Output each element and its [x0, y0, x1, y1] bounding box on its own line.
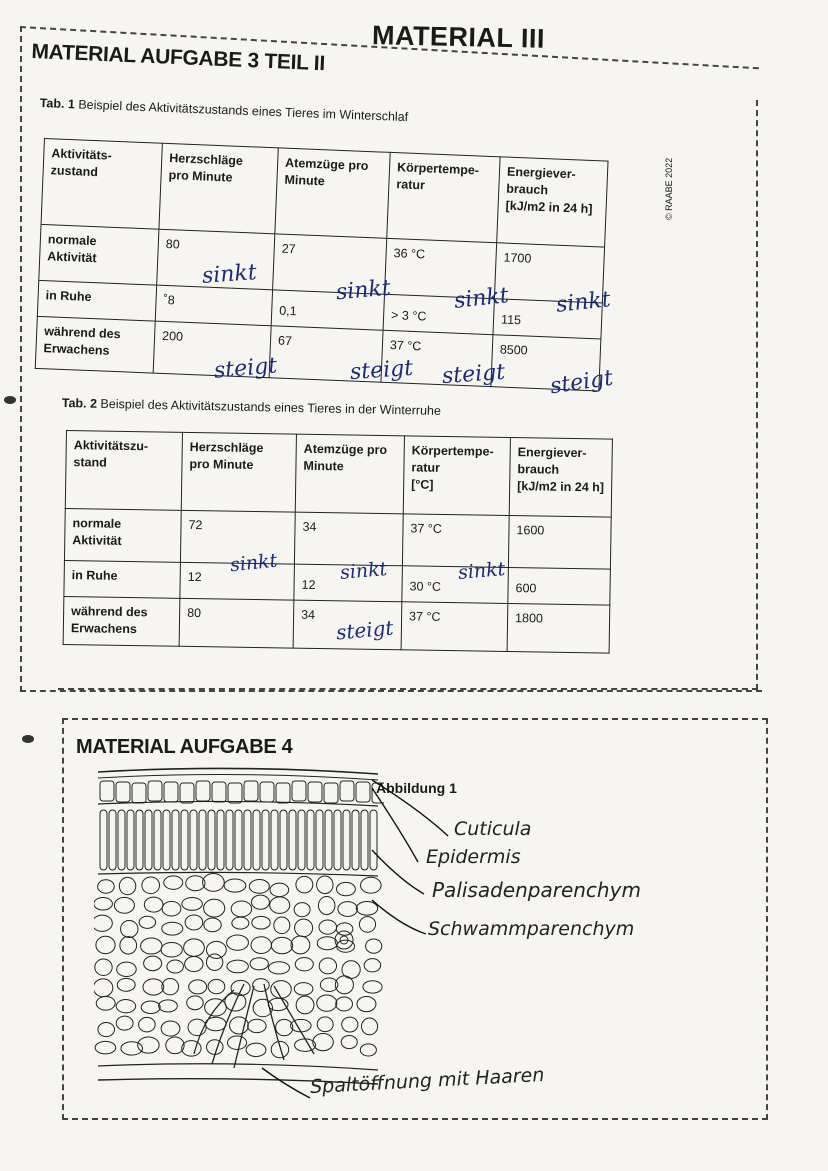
palisade-cell	[307, 810, 314, 870]
palisade-cell	[127, 810, 134, 870]
spongy-cell	[336, 882, 355, 895]
spongy-cell	[144, 956, 162, 971]
spongy-cell	[187, 996, 204, 1010]
spongy-cell	[142, 877, 160, 894]
table-1-cell: 37 °C	[381, 330, 493, 386]
spongy-cell	[139, 1017, 156, 1031]
spongy-cell	[206, 1040, 223, 1055]
table-2-cell: 34	[294, 512, 403, 566]
table-1-cell: > 3 °C	[383, 294, 494, 334]
table-2-cell: 1600	[508, 515, 611, 569]
copyright-note: © RAABE 2022	[664, 157, 674, 220]
label-epidermis: Epidermis	[426, 846, 521, 868]
section-3-border-right	[756, 100, 760, 690]
spongy-cell	[342, 1017, 358, 1032]
spongy-cell	[271, 981, 292, 999]
table-1-header: Energiever- brauch [kJ/m2 in 24 h]	[497, 157, 608, 247]
palisade-cell	[190, 810, 197, 870]
table-1-row-label: in Ruhe	[37, 280, 156, 321]
spongy-cell	[189, 980, 207, 994]
table-2-cell: 34	[293, 600, 402, 650]
handwritten-note-steigt: steigt	[335, 615, 395, 645]
spongy-cell	[336, 997, 353, 1011]
spongy-cell	[296, 996, 314, 1014]
spongy-cell	[296, 876, 313, 893]
spongy-cell	[119, 877, 135, 894]
spongy-cell	[208, 979, 225, 993]
spongy-cell	[249, 880, 269, 894]
spongy-cell	[268, 962, 289, 974]
spongy-cell	[162, 979, 179, 995]
handwritten-note-sinkt: sinkt	[335, 275, 392, 306]
epidermis-cell	[292, 781, 306, 801]
palisade-cell	[172, 810, 179, 870]
spongy-cell	[251, 937, 272, 954]
spongy-cell	[271, 1041, 288, 1057]
epidermis-cell	[148, 781, 162, 801]
spongy-cell	[291, 936, 310, 954]
table-2-cell: 12	[294, 564, 403, 602]
spongy-cell	[159, 1000, 178, 1012]
epidermis-cell	[372, 783, 384, 803]
spongy-cell	[313, 1033, 333, 1050]
table-1-header: Herzschläge pro Minute	[159, 143, 278, 234]
palisade-cell	[361, 810, 368, 870]
table-1-cell: 27	[273, 234, 387, 294]
epidermis-cell	[228, 783, 242, 803]
palisade-cell	[154, 810, 161, 870]
epidermis-cell	[116, 782, 130, 802]
table-1-header: Aktivitäts- zustand	[41, 139, 162, 230]
spongy-cell	[295, 958, 313, 971]
spongy-cell	[356, 902, 377, 916]
table-2-cell: 80	[179, 598, 294, 648]
handwritten-note-sinkt: sinkt	[554, 287, 612, 318]
spongy-cell	[337, 940, 355, 952]
label-cuticula: Cuticula	[454, 818, 532, 840]
palisade-cell	[136, 810, 143, 870]
handwritten-note-steigt: steigt	[441, 359, 506, 390]
spongy-cell	[227, 960, 248, 973]
spongy-cell	[117, 978, 135, 991]
spongy-cell	[94, 979, 113, 997]
table-2-header: Herzschläge pro Minute	[181, 432, 296, 512]
spongy-cell	[227, 1036, 246, 1049]
palisade-cell	[352, 810, 359, 870]
spongy-cell	[317, 876, 333, 894]
spongy-cell	[161, 1021, 180, 1036]
spongy-cell	[96, 936, 115, 953]
spongy-cell	[164, 876, 183, 889]
table-2-header: Atemzüge pro Minute	[295, 434, 404, 514]
palisade-cell	[145, 810, 152, 870]
spongy-cell	[98, 880, 115, 893]
epidermis-cell	[132, 783, 146, 803]
palisade-cell	[199, 810, 206, 870]
spongy-cell	[121, 920, 138, 937]
handwritten-note-sinkt: sinkt	[457, 557, 507, 585]
palisade-cell	[217, 810, 224, 870]
spongy-cell	[319, 958, 336, 974]
epidermis-cell	[324, 783, 338, 803]
epidermis-cell	[308, 782, 322, 802]
spongy-cell	[141, 938, 162, 954]
handwritten-note-sinkt: sinkt	[228, 549, 279, 577]
spongy-cell	[185, 956, 203, 971]
spongy-cell	[276, 1019, 293, 1035]
spongy-cell	[116, 1000, 135, 1013]
spongy-cell	[246, 1043, 266, 1056]
spongy-cell	[361, 1018, 377, 1035]
table-2-caption-label: Tab. 2	[61, 396, 98, 411]
spongy-cell	[166, 1037, 184, 1054]
table-1-row-label: normale Aktivität	[39, 224, 159, 285]
spongy-cell	[114, 897, 134, 913]
epidermis-cell	[356, 782, 370, 802]
label-schwammparenchym: Schwammparenchym	[428, 918, 635, 940]
spongy-cell	[232, 917, 249, 929]
spongy-cell	[143, 979, 164, 995]
punch-hole	[22, 735, 34, 743]
spongy-cell	[359, 917, 375, 933]
table-1-cell: 115	[493, 299, 602, 339]
table-2-row-label: in Ruhe	[64, 560, 181, 598]
label-palisadenparenchym: Palisadenparenchym	[432, 878, 641, 902]
palisade-cell	[109, 810, 116, 870]
spongy-cell	[144, 897, 163, 912]
table-2-cell: 37 °C	[402, 514, 509, 568]
table-1-cell: 36 °C	[385, 238, 497, 298]
section-3-title: MATERIAL AUFGABE 3 TEIL II	[31, 40, 326, 76]
table-1-cell: 0,1	[271, 290, 384, 330]
spongy-cell	[294, 983, 313, 996]
epidermis-cell	[260, 782, 274, 802]
spongy-cell	[360, 1044, 376, 1056]
epidermis-cell	[180, 783, 194, 803]
table-1-cell: 200	[153, 321, 271, 378]
spongy-cell	[117, 962, 137, 976]
table-2-cell: 1800	[507, 603, 610, 653]
epidermis-cell	[244, 781, 258, 801]
epidermis-cell	[196, 781, 210, 801]
palisade-cell	[163, 810, 170, 870]
palisade-cell	[334, 810, 341, 870]
palisade-cell	[271, 810, 278, 870]
spongy-cell	[357, 996, 376, 1011]
spongy-cell	[227, 935, 249, 950]
table-1-caption-text: Beispiel des Aktivitätszustands eines Tieres im Winterschlaf	[74, 97, 409, 125]
table-2-header: Energiever- brauch [kJ/m2 in 24 h]	[509, 437, 612, 517]
spongy-cell	[141, 1001, 160, 1014]
spongy-cell	[250, 958, 268, 970]
spongy-cell	[319, 920, 337, 934]
palisade-cell	[325, 810, 332, 870]
table-2-cell: 600	[508, 567, 611, 605]
palisade-cell	[100, 810, 107, 870]
epidermis-cell	[212, 782, 226, 802]
spongy-cell	[270, 897, 290, 913]
spongy-cell	[96, 996, 115, 1010]
table-1-cell: 67	[269, 326, 383, 382]
spongy-cell	[206, 954, 222, 970]
spongy-cell	[364, 959, 381, 972]
epidermis-cell	[164, 782, 178, 802]
palisade-cell	[226, 810, 233, 870]
spongy-cell	[185, 915, 203, 930]
spongy-cell	[248, 1019, 267, 1032]
spongy-cell	[252, 916, 270, 929]
palisade-cell	[244, 810, 251, 870]
spongy-cell	[139, 916, 155, 928]
figure-label: Abbildung 1	[376, 780, 457, 796]
leaf-cross-section-illustration	[94, 764, 384, 1094]
table-1-cell: ˚8	[155, 285, 272, 326]
palisade-cell	[208, 810, 215, 870]
table-2-row-label: während des Erwachens	[63, 596, 180, 646]
table-2-cell: 72	[180, 510, 295, 564]
spongy-cell	[291, 1019, 312, 1031]
spongy-cell	[361, 877, 382, 893]
spongy-cell	[204, 899, 225, 917]
table-1-row-label: während des Erwachens	[35, 316, 155, 373]
palisade-cell	[370, 810, 377, 870]
epidermis-cell	[340, 781, 354, 801]
spongy-cell	[253, 979, 270, 992]
epidermis-cell	[100, 781, 114, 801]
palisade-cell	[289, 810, 296, 870]
table-1-cell: 80	[157, 229, 275, 290]
spongy-cell	[294, 903, 310, 917]
spongy-cell	[161, 942, 182, 956]
handwritten-note-steigt: steigt	[548, 365, 615, 400]
section-4-title: MATERIAL AUFGABE 4	[76, 736, 293, 758]
table-1-cell: 1700	[494, 243, 604, 303]
handwritten-note-sinkt: sinkt	[452, 283, 510, 314]
spongy-cell	[162, 922, 183, 935]
table-1-header: Körpertempe- ratur	[387, 152, 500, 242]
spongy-cell	[94, 915, 112, 931]
table-2-row-label: normale Aktivität	[64, 508, 181, 562]
epidermis-cell	[276, 783, 290, 803]
table-1-header: Atemzüge pro Minute	[275, 148, 390, 238]
table-1	[35, 138, 609, 391]
handwritten-note-steigt: steigt	[349, 355, 414, 386]
spongy-cell	[162, 901, 181, 916]
palisade-cell	[262, 810, 269, 870]
handwritten-note-steigt: steigt	[213, 353, 279, 384]
palisade-cell	[181, 810, 188, 870]
palisade-cell	[298, 810, 305, 870]
spongy-cell	[295, 919, 313, 937]
table-1-cell: 8500	[491, 335, 601, 391]
palisade-cell	[280, 810, 287, 870]
spongy-cell	[204, 918, 221, 932]
spongy-cell	[338, 902, 358, 917]
handwritten-note-sinkt: sinkt	[201, 260, 258, 289]
spongy-cell	[120, 937, 137, 954]
spongy-cell	[203, 873, 225, 891]
spongy-cell	[317, 1017, 333, 1032]
label-spaltoeffnung: Spaltöffnung mit Haaren	[309, 1063, 545, 1099]
table-2-header: Aktivitätszu- stand	[65, 431, 182, 511]
palisade-cell	[118, 810, 125, 870]
table-2-cell: 37 °C	[401, 602, 508, 652]
spongy-cell	[270, 883, 289, 896]
section-3-border-bottom	[58, 688, 758, 692]
spongy-cell	[182, 897, 202, 910]
table-2-cell: 12	[180, 562, 295, 600]
spongy-cell	[341, 1036, 357, 1049]
spongy-cell	[271, 937, 292, 953]
spongy-cell	[317, 995, 337, 1011]
spongy-cell	[366, 939, 382, 953]
punch-hole	[4, 396, 16, 404]
spongy-cell	[95, 1041, 116, 1054]
spongy-cell	[182, 1041, 201, 1057]
spongy-cell	[318, 897, 335, 915]
palisade-cell	[235, 810, 242, 870]
palisade-cell	[343, 810, 350, 870]
spongy-cell	[251, 895, 269, 909]
spongy-cell	[231, 901, 251, 917]
spongy-cell	[363, 981, 382, 993]
spongy-cell	[274, 917, 290, 934]
table-2-cell: 30 °C	[402, 566, 509, 604]
spongy-cell	[121, 1042, 143, 1055]
spongy-cell	[205, 999, 227, 1016]
handwritten-note-sinkt: sinkt	[339, 557, 389, 585]
palisade-cell	[316, 810, 323, 870]
spongy-cell	[116, 1016, 133, 1030]
spongy-cell	[95, 959, 112, 975]
spongy-cell	[317, 937, 337, 950]
table-1-caption-label: Tab. 1	[39, 96, 76, 112]
spongy-cell	[94, 898, 112, 911]
spongy-cell	[167, 960, 184, 973]
page-title: MATERIAL III	[371, 20, 546, 54]
palisade-cell	[253, 810, 260, 870]
spongy-cell	[224, 879, 246, 892]
table-2-caption-text: Beispiel des Aktivitätszustands eines Tieres in der Winterruhe	[96, 396, 442, 418]
spongy-cell	[98, 1022, 115, 1036]
table-2-header: Körpertempe- ratur [°C]	[403, 436, 510, 516]
spongy-cell	[184, 939, 205, 956]
